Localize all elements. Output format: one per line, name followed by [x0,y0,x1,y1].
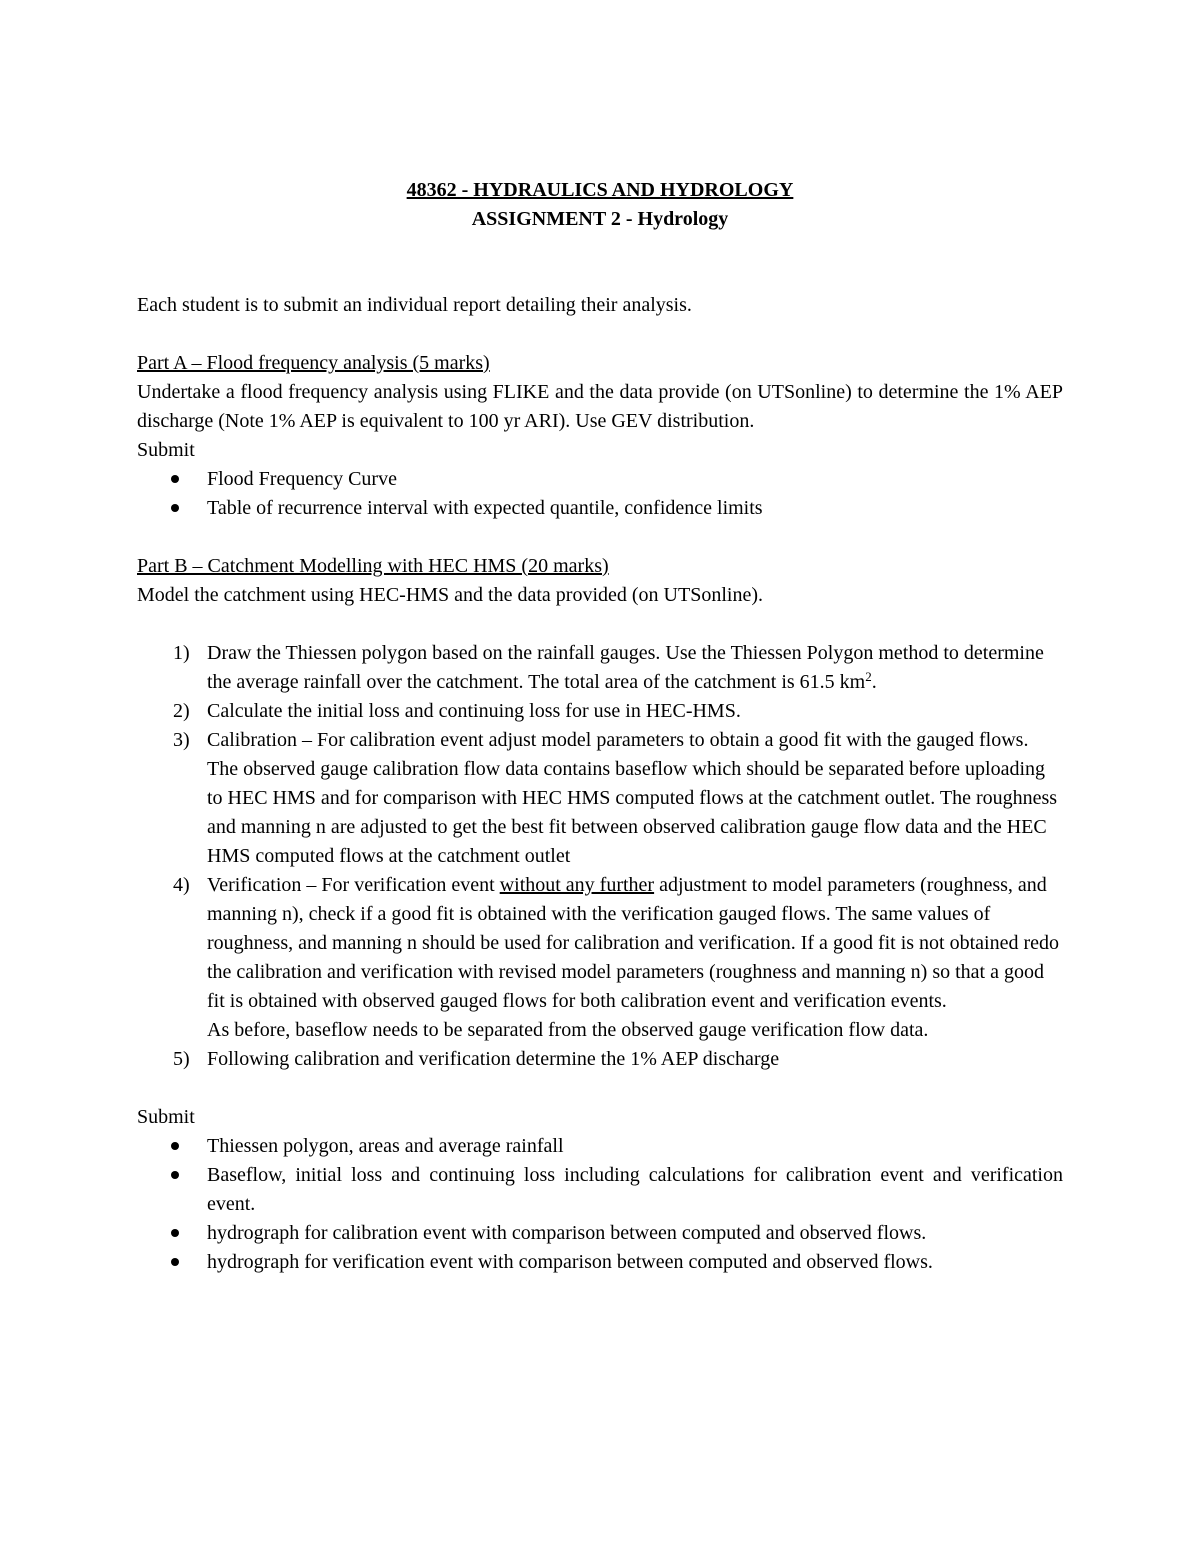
list-item-text: hydrograph for calibration event with comparison between computed and observed flows. [207,1222,927,1244]
part-b-body: Model the catchment using HEC-HMS and the data provided (on UTSonline). [137,584,763,606]
step-text: Following calibration and verification determine the 1% AEP discharge [207,1048,780,1070]
step-number: 2) [173,700,190,722]
list-item [137,1248,1063,1277]
part-a-submit-list [137,465,1063,523]
title-block [137,176,1063,234]
bullet-icon [171,1229,179,1237]
list-item [137,1219,1063,1248]
part-a-body: Undertake a flood frequency analysis using FLIKE and the data provide (on UTSonline) to determine the 1% AEP discharge (Note 1% AEP is equivalent to 100 yr ARI). Use GEV distribution. [137,381,1063,432]
step-item [137,726,1063,871]
part-b-submit-label: Submit [137,1106,195,1128]
bullet-icon [171,1258,179,1266]
list-item-text: hydrograph for verification event with comparison between computed and observed flows. [207,1251,933,1273]
step-note: As before, baseflow needs to be separated from the observed gauge verification flow data. [207,1019,929,1041]
list-item [137,494,1063,523]
bullet-icon [171,1171,179,1179]
intro-paragraph: Each student is to submit an individual report detailing their analysis. [137,294,692,316]
list-item-text: Baseflow, initial loss and continuing loss including calculations for calibration event and verification event. [207,1164,1063,1215]
part-b-submit-list [137,1132,1063,1277]
part-b-steps [137,639,1063,1074]
part-a-submit-label: Submit [137,439,195,461]
step-item [137,639,1063,697]
underlined-text: without any further [499,874,655,896]
list-item-text: Table of recurrence interval with expected quantile, confidence limits [207,497,763,519]
document-subtitle: ASSIGNMENT 2 - Hydrology [471,208,729,230]
step-suffix: . [871,671,877,693]
step-text-continued: adjustment to model parameters (roughness, and manning n), check if a good fit is obtained with the verification gauged flows. The same values of roughness, and manning n should be used for calibration and verification. If a good fit is not obtained redo the calibration and verification with revised model parameters (roughness and manning n) so that a good fit is obtained with observed gauged flows for both calibration event and verification events. [207,874,1060,1012]
step-text: Calculate the initial loss and continuing loss for use in HEC-HMS. [207,700,741,722]
list-item [137,465,1063,494]
step-item [137,871,1063,1045]
step-number: 1) [173,642,190,664]
bullet-icon [171,475,179,483]
list-item-text: Flood Frequency Curve [207,468,397,490]
step-item [137,697,1063,726]
step-text: Draw the Thiessen polygon based on the rainfall gauges. Use the Thiessen Polygon method to determine the average rainfall over the catchment. The total area of the catchment is 61.5 km [207,642,1044,693]
list-item-text: Thiessen polygon, areas and average rainfall [207,1135,564,1157]
list-item [137,1132,1063,1161]
document-title: 48362 - HYDRAULICS AND HYDROLOGY [406,179,794,201]
step-text: Calibration – For calibration event adjust model parameters to obtain a good fit with the gauged flows. The observed gauge calibration flow data contains baseflow which should be separated before uploading to HEC HMS and for comparison with HEC HMS computed flows at the catchment outlet. The roughness and manning n are adjusted to get the best fit between observed calibration gauge flow data and the HEC HMS computed flows at the catchment outlet [207,729,1058,867]
step-number: 5) [173,1048,190,1070]
part-b-heading: Part B – Catchment Modelling with HEC HMS (20 marks) [137,555,609,577]
part-a-section [137,349,1063,523]
part-a-heading: Part A – Flood frequency analysis (5 marks) [137,352,490,374]
list-item [137,1161,1063,1219]
superscript: 2 [865,669,872,684]
step-item [137,1045,1063,1074]
step-number: 3) [173,729,190,751]
step-number: 4) [173,874,190,896]
bullet-icon [171,504,179,512]
bullet-icon [171,1142,179,1150]
step-text: Verification – For verification event [207,874,500,896]
document-content [137,176,1063,1277]
part-b-section [137,552,1063,1277]
